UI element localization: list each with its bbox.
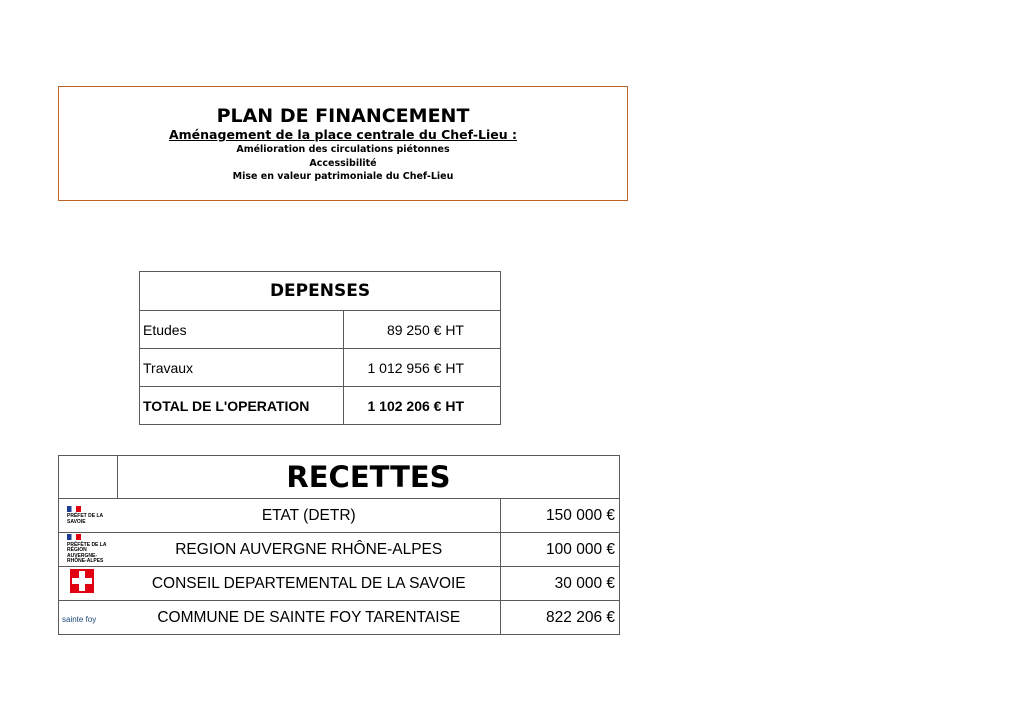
- prefete-region-logo: [59, 533, 118, 567]
- table-row: [59, 601, 620, 635]
- logo-text: PRÉFÈTE DE LA RÉGION AUVERGNE- RHÔNE-ALPES: [67, 541, 107, 565]
- table-row: [59, 533, 620, 567]
- funder-amount: 30 000 €: [501, 567, 620, 601]
- table-row: [59, 567, 620, 601]
- savoie-cross-icon: [70, 569, 94, 593]
- expense-value: 1 012 956 € HT: [344, 349, 501, 387]
- header-box: [58, 86, 628, 201]
- expense-value: 89 250 € HT: [344, 311, 501, 349]
- funder-amount: 822 206 €: [501, 601, 620, 635]
- objective-line: Mise en valeur patrimoniale du Chef-Lieu: [232, 171, 454, 182]
- total-label: TOTAL DE L'OPERATION: [140, 387, 344, 425]
- expense-label: Etudes: [140, 311, 344, 349]
- page-subtitle: Aménagement de la place centrale du Chef-Lieu :: [168, 127, 518, 142]
- depenses-table: [139, 271, 501, 425]
- total-value: 1 102 206 € HT: [344, 387, 501, 425]
- recettes-table: [58, 455, 620, 635]
- table-row: [59, 499, 620, 533]
- funder-amount: 150 000 €: [501, 499, 620, 533]
- table-row: [140, 311, 501, 349]
- prefet-savoie-logo: [59, 499, 118, 533]
- funder-name: COMMUNE DE SAINTE FOY TARENTAISE: [118, 601, 501, 635]
- french-flag-icon: [67, 534, 81, 540]
- french-flag-icon: [67, 506, 81, 512]
- funder-amount: 100 000 €: [501, 533, 620, 567]
- savoie-departement-logo: [59, 567, 118, 601]
- table-row: [140, 387, 501, 425]
- objective-line: Amélioration des circulations piétonnes: [236, 144, 450, 155]
- page-title: PLAN DE FINANCEMENT: [216, 105, 470, 127]
- sainte-foy-logo: [59, 601, 118, 635]
- funder-name: CONSEIL DEPARTEMENTAL DE LA SAVOIE: [118, 567, 501, 601]
- funder-name: ETAT (DETR): [118, 499, 501, 533]
- recettes-title: RECETTES: [118, 456, 620, 499]
- depenses-title: DEPENSES: [140, 272, 501, 311]
- expense-label: Travaux: [140, 349, 344, 387]
- logo-text: PRÉFET DE LA SAVOIE: [67, 513, 103, 525]
- funder-name: REGION AUVERGNE RHÔNE-ALPES: [118, 533, 501, 567]
- logo-text: sainte foy: [62, 614, 97, 624]
- corner-cell: [59, 456, 118, 499]
- objective-line: Accessibilité: [309, 157, 377, 169]
- table-row: [140, 349, 501, 387]
